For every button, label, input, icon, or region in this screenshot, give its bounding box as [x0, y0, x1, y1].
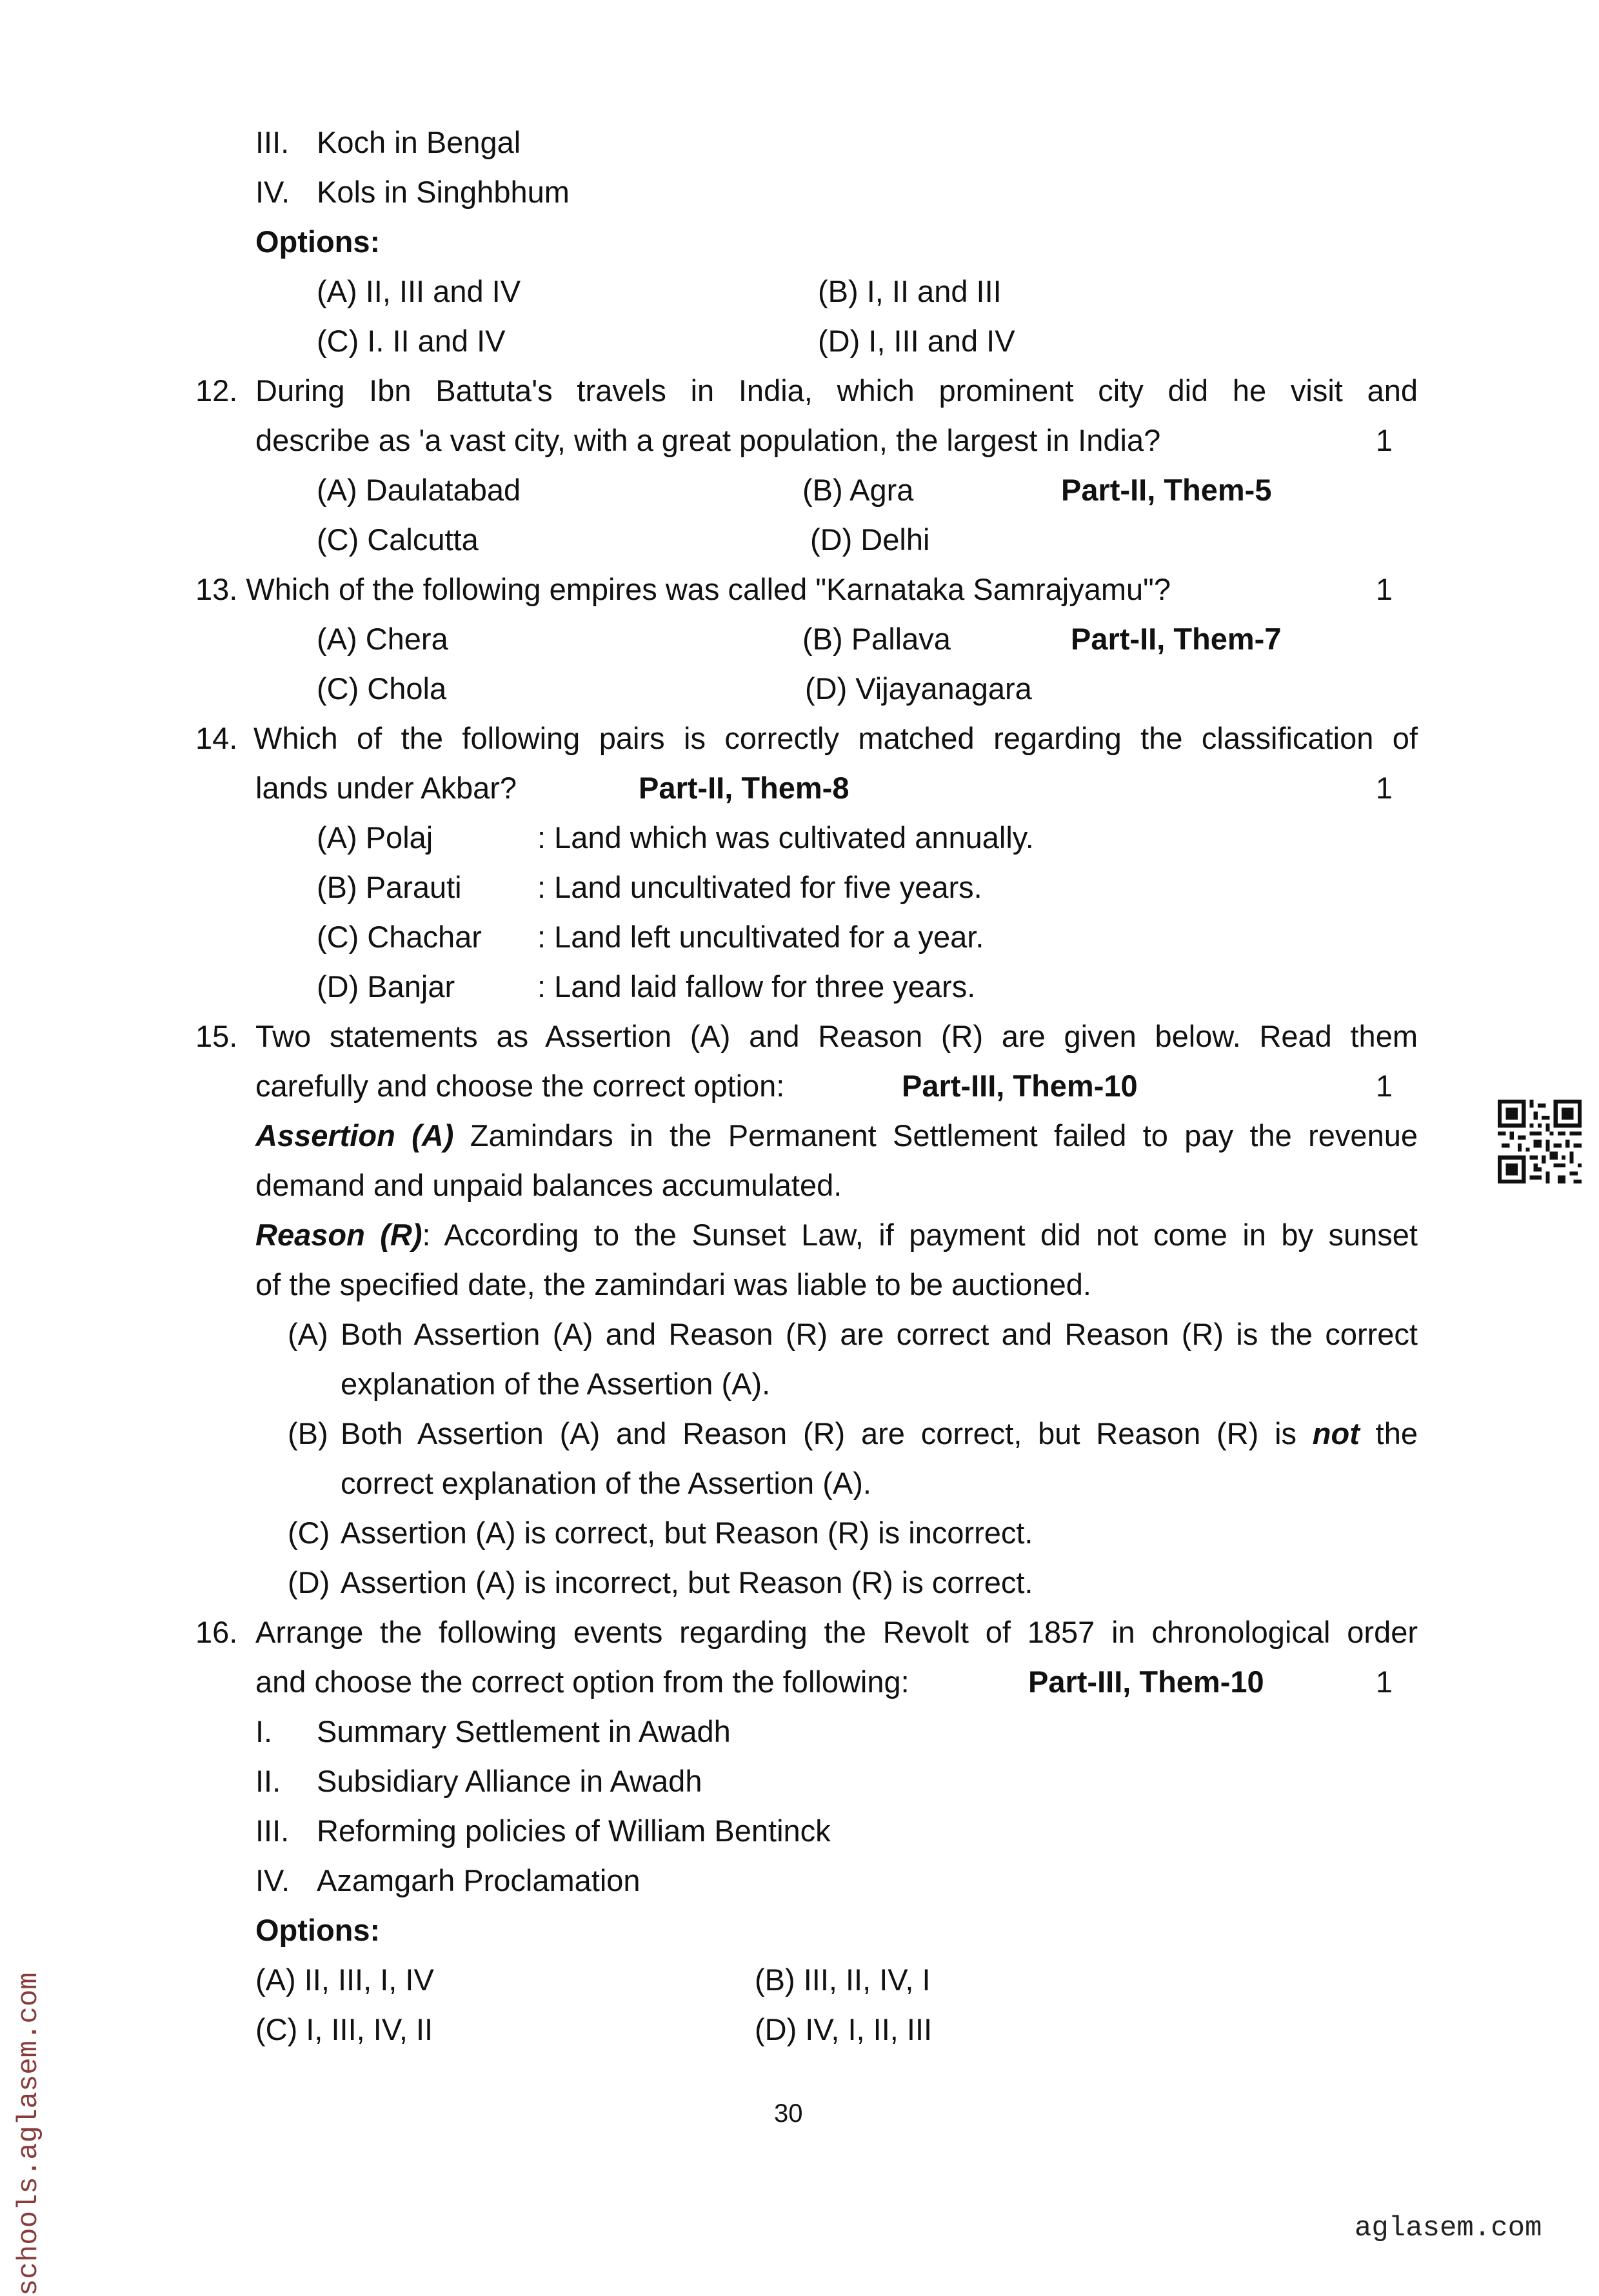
q12-question-line-2: describe as 'a vast city, with a great population, the largest in India?: [255, 423, 1161, 457]
q13-option-b: (B) Pallava: [802, 622, 951, 656]
q11-option-a: (A) II, III and IV: [317, 274, 521, 308]
q12-option-a: (A) Daulatabad: [317, 473, 521, 507]
q16-item-1-num: I.: [255, 1714, 273, 1748]
q14-question-line-2: lands under Akbar?: [255, 771, 517, 805]
q12-option-d: (D) Delhi: [810, 522, 930, 557]
q15-option-b-text-post: the: [1375, 1416, 1418, 1450]
q11-option-b: (B) I, II and III: [818, 274, 1002, 308]
q16-number: 16.: [195, 1615, 238, 1649]
page-number: 30: [774, 2099, 803, 2128]
q16-option-b: (B) III, II, IV, I: [755, 1963, 931, 1997]
q16-item-2-num: II.: [255, 1764, 281, 1798]
q11-item-4-num: IV.: [255, 175, 290, 209]
q11-option-d: (D) I, III and IV: [818, 324, 1015, 358]
q15-assertion-line-1: [255, 1116, 1418, 1155]
q15-reason-line-1: [255, 1216, 1418, 1254]
q15-option-a-line-2: explanation of the Assertion (A).: [341, 1367, 771, 1401]
q15-option-b-text-pre: Both Assertion (A) and Reason (R) are correct, but Reason (R) is: [341, 1416, 1297, 1450]
q11-options-heading: Options:: [255, 224, 381, 259]
q14-pair-b-term: (B) Parauti: [317, 870, 462, 904]
q13-option-d: (D) Vijayanagara: [805, 671, 1032, 706]
q16-question-line-2: and choose the correct option from the following:: [255, 1665, 909, 1699]
q12-question-line-1: During Ibn Battuta's travels in India, which prominent city did he visit and: [255, 373, 1418, 408]
q15-reason-line-2: of the specified date, the zamindari was liable to be auctioned.: [255, 1267, 1091, 1301]
q15-option-c-text: Assertion (A) is correct, but Reason (R) is incorrect.: [341, 1516, 1033, 1550]
q16-reference: Part-III, Them-10: [1028, 1665, 1264, 1699]
q14-pair-d-term: (D) Banjar: [317, 969, 455, 1004]
q13-reference: Part-II, Them-7: [1071, 622, 1282, 656]
q15-option-a-label: (A): [288, 1317, 328, 1351]
q13-option-a: (A) Chera: [317, 622, 448, 656]
q15-option-b-emphasis: not: [1312, 1416, 1360, 1450]
q14-pair-b-desc: : Land uncultivated for five years.: [537, 870, 982, 904]
q13-marks: 1: [1375, 572, 1393, 606]
q14-pair-d-desc: : Land laid fallow for three years.: [537, 969, 976, 1004]
qr-code-icon: [1498, 1100, 1582, 1183]
q16-marks: 1: [1375, 1665, 1393, 1699]
q16-option-c: (C) I, III, IV, II: [255, 2012, 433, 2046]
q15-question-line-1: Two statements as Assertion (A) and Reason (R) are given below. Read them: [255, 1019, 1418, 1053]
q14-reference: Part-II, Them-8: [639, 771, 849, 805]
q15-marks: 1: [1375, 1069, 1393, 1103]
q11-item-3-text: Koch in Bengal: [317, 125, 521, 159]
q14-pair-a-term: (A) Polaj: [317, 820, 433, 855]
q11-item-4-text: Kols in Singhbhum: [317, 175, 570, 209]
q14-number: 14.: [195, 721, 238, 755]
q16-option-d: (D) IV, I, II, III: [755, 2012, 933, 2046]
q15-option-b-line-1: [341, 1414, 1418, 1453]
q15-reason-text: : According to the Sunset Law, if payment did not come in by sunset: [422, 1218, 1418, 1252]
q16-question-line-1: Arrange the following events regarding the Revolt of 1857 in chronological order: [255, 1615, 1418, 1649]
q15-assertion-label: Assertion (A): [255, 1118, 454, 1153]
q15-assertion-line-2: demand and unpaid balances accumulated.: [255, 1168, 842, 1202]
q13-option-c: (C) Chola: [317, 671, 447, 706]
q14-question-line-1: Which of the following pairs is correctly matched regarding the classification of: [253, 721, 1418, 755]
q15-option-b-label: (B): [288, 1416, 328, 1450]
q16-item-1-text: Summary Settlement in Awadh: [317, 1714, 731, 1748]
q16-option-a: (A) II, III, I, IV: [255, 1963, 434, 1997]
q15-reason-label: Reason (R): [255, 1218, 422, 1252]
q16-item-3-text: Reforming policies of William Bentinck: [317, 1814, 831, 1848]
q14-pair-c-term: (C) Chachar: [317, 920, 482, 954]
q16-item-2-text: Subsidiary Alliance in Awadh: [317, 1764, 702, 1798]
q11-item-3-num: III.: [255, 125, 290, 159]
q13-question-line-1: 13. Which of the following empires was called "Karnataka Samrajyamu"?: [195, 572, 1171, 606]
q12-option-c: (C) Calcutta: [317, 522, 479, 557]
site-footer: aglasem.com: [1355, 2212, 1542, 2244]
q12-number: 12.: [195, 373, 238, 408]
q16-options-heading: Options:: [255, 1913, 381, 1947]
q15-question-line-2: carefully and choose the correct option:: [255, 1069, 785, 1103]
q15-number: 15.: [195, 1019, 238, 1053]
q11-option-c: (C) I. II and IV: [317, 324, 506, 358]
q16-item-4-num: IV.: [255, 1863, 290, 1897]
q14-pair-a-desc: : Land which was cultivated annually.: [537, 820, 1034, 855]
q15-option-d-text: Assertion (A) is incorrect, but Reason (R) is correct.: [341, 1565, 1033, 1599]
q16-item-3-num: III.: [255, 1814, 290, 1848]
q15-assertion-text: Zamindars in the Permanent Settlement failed to pay the revenue: [470, 1118, 1418, 1153]
q15-option-a-line-1: Both Assertion (A) and Reason (R) are correct and Reason (R) is the correct: [341, 1317, 1418, 1351]
q12-reference: Part-II, Them-5: [1061, 473, 1272, 507]
q12-option-b: (B) Agra: [802, 473, 914, 507]
q16-item-4-text: Azamgarh Proclamation: [317, 1863, 641, 1897]
q15-option-b-line-2: correct explanation of the Assertion (A).: [341, 1466, 871, 1500]
watermark-side: schools.aglasem.com: [13, 1972, 45, 2296]
q15-option-c-label: (C): [288, 1516, 330, 1550]
q14-marks: 1: [1375, 771, 1393, 805]
q15-reference: Part-III, Them-10: [902, 1069, 1138, 1103]
q15-option-d-label: (D): [288, 1565, 330, 1599]
q14-pair-c-desc: : Land left uncultivated for a year.: [537, 920, 984, 954]
q12-marks: 1: [1375, 423, 1393, 457]
